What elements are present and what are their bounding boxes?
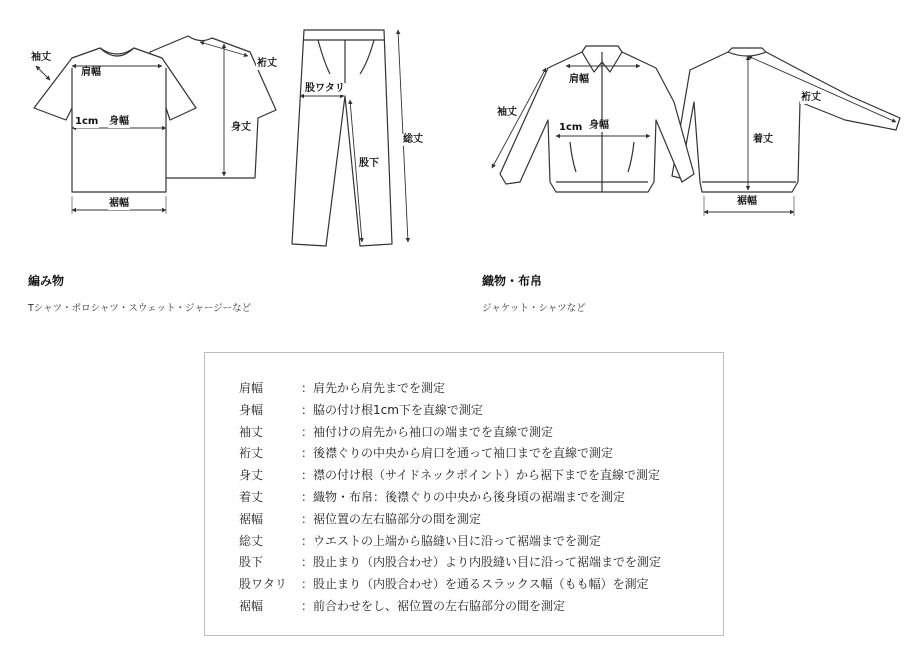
definition-text: ：後襟ぐりの中央から肩口を通って袖口までを直線で測定: [301, 446, 614, 461]
definition-term: 股ワタリ: [239, 577, 287, 592]
definition-row: [239, 487, 661, 509]
definition-row: [239, 465, 661, 487]
woven-category-title: 織物・布帛: [482, 274, 543, 288]
woven-shoulder-width-label: 肩幅: [569, 74, 589, 85]
definition-term: 袖丈: [239, 424, 264, 439]
knit-one-cm-label: 1cm: [75, 116, 99, 127]
pants-inseam-label: 股下: [359, 158, 379, 169]
definition-text: ：股止まり（内股合わせ）より内股縫い目に沿って裾端までを測定: [301, 555, 662, 570]
definition-text: ：前合わせをし、裾位置の左右脇部分の間を測定: [301, 598, 566, 613]
definition-row: [239, 531, 661, 553]
definitions-list: [239, 378, 661, 618]
definition-row: [239, 552, 661, 574]
woven-body-width-label: 身幅: [589, 120, 609, 131]
woven-sleeve-length-label: 袖丈: [497, 107, 517, 118]
knit-category-desc: Tシャツ・ポロシャツ・スウェット・ジャージーなど: [28, 303, 252, 314]
definition-term: 股下: [239, 555, 264, 570]
jacket-back-illustration: [672, 48, 900, 192]
woven-category-desc: ジャケット・シャツなど: [482, 303, 586, 314]
pants-illustration: [292, 30, 392, 246]
definition-term: 裾幅: [239, 598, 264, 613]
definition-text: ：脇の付け根1cm下を直線で測定: [301, 402, 483, 417]
knit-body-width-label: 身幅: [109, 116, 129, 127]
knit-hem-width-label: 裾幅: [109, 198, 129, 209]
knit-body-length-label: 身丈: [231, 122, 251, 133]
woven-back-length-label: 着丈: [753, 134, 773, 145]
definition-row: [239, 509, 661, 531]
pants-total-length-label: 総丈: [403, 134, 423, 145]
pants-thigh-width-label: 股ワタリ: [305, 83, 345, 94]
jacket-front-illustration: [500, 46, 694, 192]
knit-yuki-label: 裄丈: [257, 58, 277, 69]
woven-hem-width-label: 裾幅: [737, 196, 757, 207]
definition-term: 身幅: [239, 402, 264, 417]
definition-text: ：裾位置の左右脇部分の間を測定: [301, 511, 482, 526]
definition-text: ：織物・布帛：後襟ぐりの中央から後身頃の裾端までを測定: [301, 489, 626, 504]
knit-shoulder-width-label: 肩幅: [81, 67, 101, 78]
woven-one-cm-label: 1cm: [559, 122, 583, 133]
knit-sleeve-length-label: 袖丈: [31, 52, 51, 63]
definition-text: ：襟の付け根（サイドネックポイント）から裾下までを直線で測定: [301, 468, 661, 483]
definition-term: 裄丈: [239, 446, 264, 461]
woven-yuki-label: 裄丈: [801, 92, 821, 103]
definition-text: ：肩先から肩先までを測定: [301, 381, 446, 395]
definition-text: ：ウエストの上端から脇縫い目に沿って裾端までを測定: [301, 533, 602, 548]
definition-text: ：袖付けの肩先から袖口の端までを直線で測定: [301, 424, 554, 439]
definition-row: [239, 378, 661, 400]
definition-row: [239, 574, 661, 596]
definition-term: 裾幅: [239, 511, 264, 526]
definition-row: [239, 422, 661, 444]
definition-term: 肩幅: [239, 381, 264, 395]
definition-row: [239, 596, 661, 618]
definition-row: [239, 400, 661, 422]
definition-term: 着丈: [239, 489, 264, 504]
definition-text: ：股止まり（内股合わせ）を通るスラックス幅（もも幅）を測定: [301, 577, 649, 592]
knit-category-title: 編み物: [28, 274, 65, 288]
definition-term: 身丈: [239, 468, 264, 483]
definition-term: 総丈: [239, 533, 264, 548]
definition-row: [239, 443, 661, 465]
measurement-definitions-box: [204, 352, 724, 636]
